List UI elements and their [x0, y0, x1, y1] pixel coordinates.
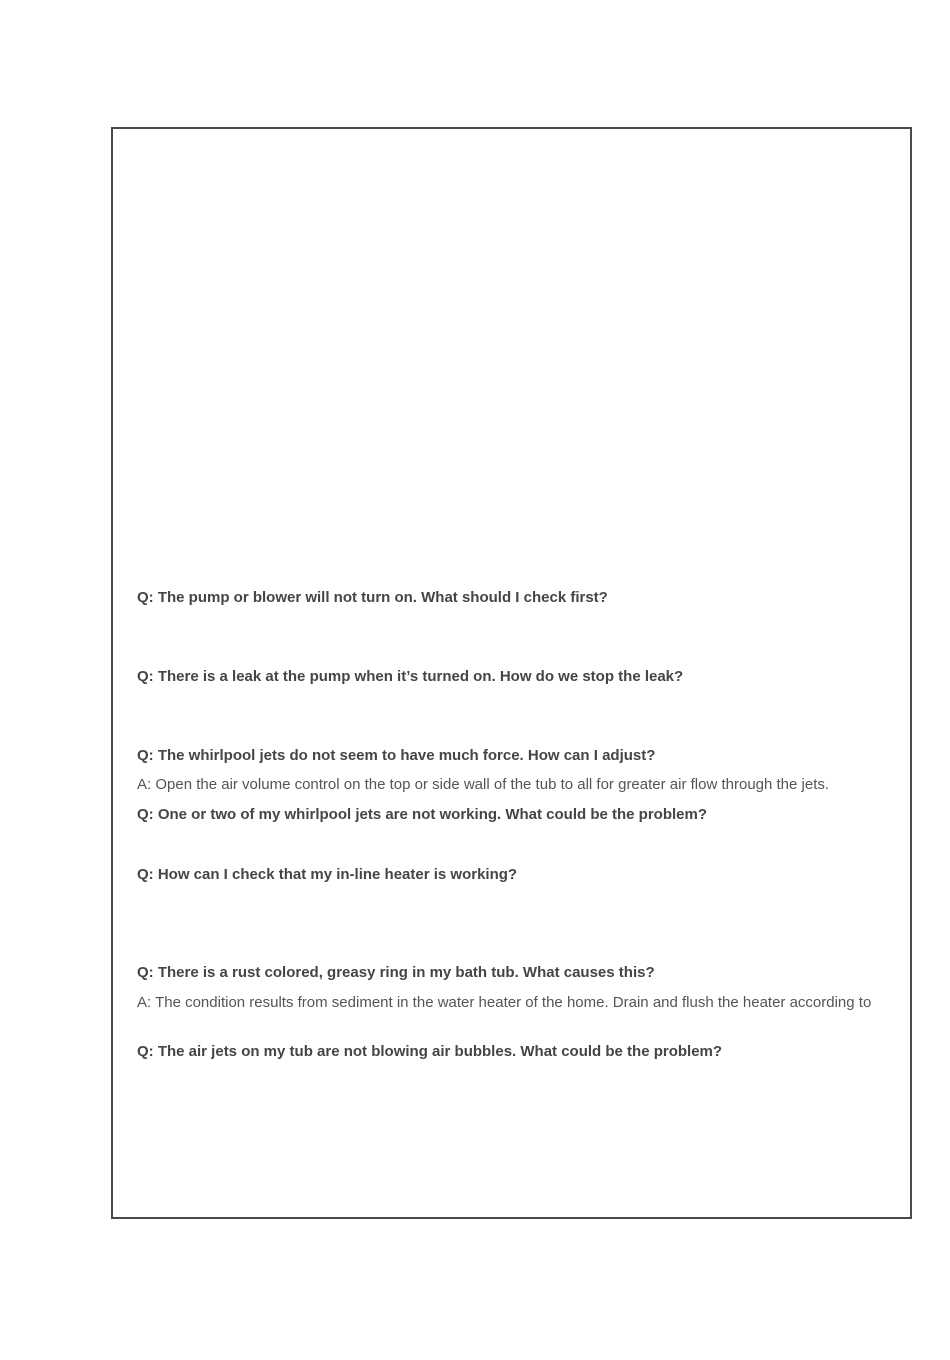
faq-answer-6: A: The condition results from sediment in the water heater of the home. Drain and flush the heater according to: [137, 994, 872, 1011]
faq-answer-3: A: Open the air volume control on the top or side wall of the tub to all for greater air flow through the jets.: [137, 776, 830, 793]
faq-question-2: Q: There is a leak at the pump when it’s turned on. How do we stop the leak?: [137, 668, 684, 685]
faq-question-3: Q: The whirlpool jets do not seem to have much force. How can I adjust?: [137, 747, 656, 764]
faq-question-7: Q: The air jets on my tub are not blowing air bubbles. What could be the problem?: [137, 1043, 723, 1060]
faq-question-4: Q: One or two of my whirlpool jets are not working. What could be the problem?: [137, 806, 708, 823]
faq-question-1: Q: The pump or blower will not turn on. What should I check first?: [137, 589, 608, 606]
faq-question-6: Q: There is a rust colored, greasy ring in my bath tub. What causes this?: [137, 964, 655, 981]
faq-question-5: Q: How can I check that my in-line heater is working?: [137, 866, 518, 883]
